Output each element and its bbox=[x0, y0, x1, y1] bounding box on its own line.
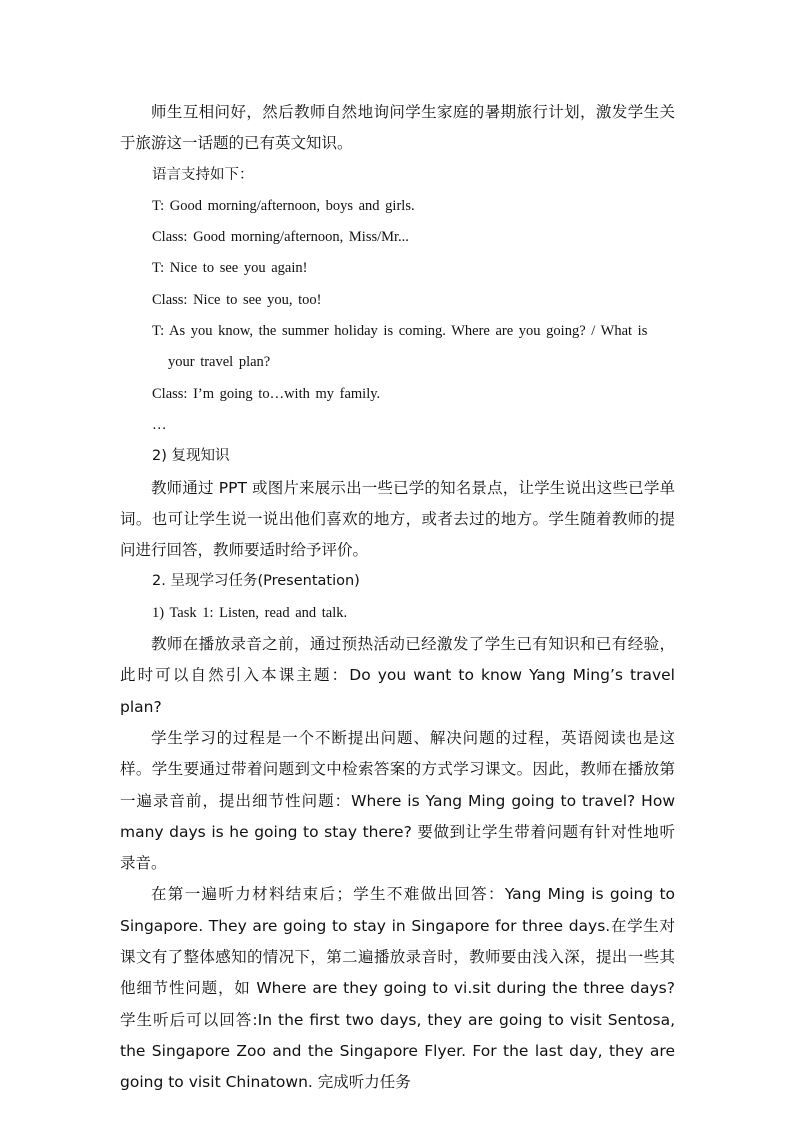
task-heading: 1) Task 1: Listen, read and talk. bbox=[152, 604, 348, 621]
document-body bbox=[120, 97, 675, 1099]
section-heading-review: 2) 复现知识 bbox=[152, 448, 230, 465]
language-support-heading: 语言支持如下： bbox=[152, 166, 254, 183]
dialogue-line: Class: Nice to see you, too! bbox=[152, 291, 322, 308]
dialogue-line: Class: Good morning/afternoon, Miss/Mr... bbox=[152, 229, 409, 246]
dialogue-line: T: Good morning/afternoon, boys and girls. bbox=[152, 197, 415, 214]
dialogue-line: T: Nice to see you again! bbox=[152, 260, 308, 277]
dialogue-line: Class: I’m going to…with my family. bbox=[152, 385, 381, 402]
paragraph-topic-intro: 教师在播放录音之前，通过预热活动已经激发了学生已有知识和已有经验，此时可以自然引入本课主题：Do you want to know Yang Ming’s travel plan? bbox=[120, 635, 675, 716]
paragraph-review-knowledge: 教师通过 PPT 或图片来展示出一些已学的知名景点，让学生说出这些已学单词。也可让学生说一说出他们喜欢的地方，或者去过的地方。学生随着教师的提问进行回答，教师要适时给予评价。 bbox=[120, 478, 675, 560]
dialogue-line: T: As you know, the summer holiday is coming. Where are you going? / What is your travel plan? bbox=[152, 323, 648, 371]
paragraph-second-listening: 在第一遍听力材料结束后；学生不难做出回答：Yang Ming is going to Singapore. They are going to stay in Singapore for three days.在学生对课文有了整体感知的情况下，第二遍播放录音时，教师要由浅入深，提出一些其他细节性问题，如 Where are they going to vi.sit during the three days?学生听后可以回答:In the first two days, they are going to visit Sentosa, the Singapore Zoo and the Singapore Flyer. For the last day, they are going to visit Chinatown. 完成听力任务 bbox=[120, 885, 675, 1092]
ellipsis-line: … bbox=[152, 416, 167, 433]
paragraph-greeting: 师生互相问好，然后教师自然地询问学生家庭的暑期旅行计划，激发学生关于旅游这一话题的已有英文知识。 bbox=[120, 103, 675, 153]
paragraph-learning-process: 学生学习的过程是一个不断提出问题、解决问题的过程，英语阅读也是这样。学生要通过带着问题到文中检索答案的方式学习课文。因此，教师在播放第一遍录音前，提出细节性问题：Where is Yang Ming going to travel? How many days is he going to stay there? 要做到让学生带着问题有针对性地听录音。 bbox=[120, 728, 675, 873]
section-heading-presentation: 2. 呈现学习任务(Presentation) bbox=[152, 573, 360, 590]
